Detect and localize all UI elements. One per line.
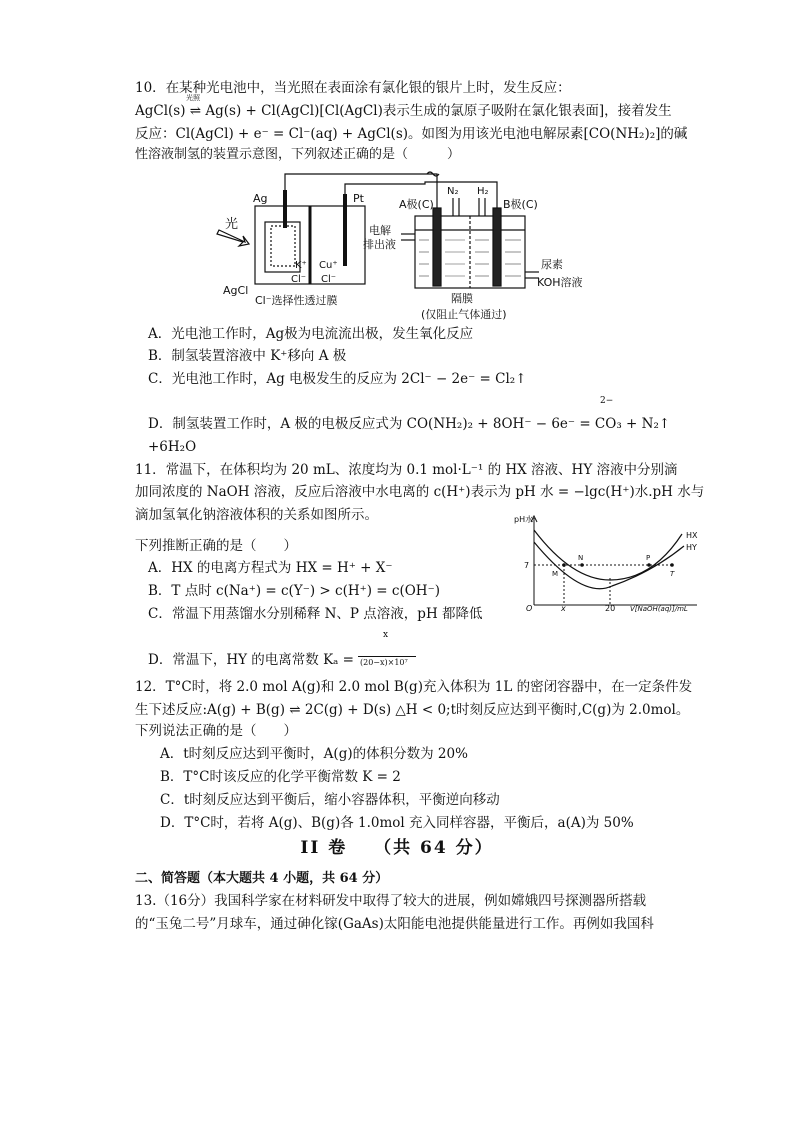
label-cl-right: Cl⁻ xyxy=(321,274,337,285)
q10-line4: 性溶液制氢的装置示意图，下列叙述正确的是（ ） xyxy=(135,147,461,162)
label-h2: H₂ xyxy=(477,186,489,197)
graph-xlabel: V[NaOH(aq)]/mL xyxy=(630,605,688,613)
q10-line1: 10．在某种光电池中，当光照在表面涂有氯化银的银片上时，发生反应： xyxy=(135,80,571,96)
point-n: N xyxy=(578,554,584,562)
label-separator: 隔膜 xyxy=(451,292,473,305)
q10-option-b: B．制氢装置溶液中 K⁺移向 A 极 xyxy=(148,348,347,364)
q12-option-a: A．t时刻反应达到平衡时，A(g)的体积分数为 20% xyxy=(160,746,468,762)
label-cuplus: Cu⁺ xyxy=(319,260,338,271)
label-kplus: K⁺ xyxy=(295,260,307,271)
label-ag: Ag xyxy=(253,192,268,205)
q10-option-d-superscript: 2− xyxy=(600,396,614,406)
q10-line2: AgCl(s) ⇌ Ag(s) + Cl(AgCl)[Cl(AgCl)表示生成的氯原子吸附在氯化银表面]，接着发生 xyxy=(135,103,672,119)
point-p: P xyxy=(646,554,651,562)
label-agcl: AgCl xyxy=(223,284,249,297)
point-t: T xyxy=(670,570,675,578)
q11-line3: 滴加氢氧化钠溶液体积的关系如图所示。 xyxy=(135,507,378,523)
series-hy: HY xyxy=(686,543,697,552)
q11-line2: 加同浓度的 NaOH 溶液，反应后溶液中水电离的 c(H⁺)表示为 pH 水 = −lgc(H⁺)水.pH 水与 xyxy=(135,484,705,500)
label-membrane: Cl⁻选择性透过膜 xyxy=(255,294,338,307)
q11-option-c: C．常温下用蒸馏水分别稀释 N、P 点溶液，pH 都降低 xyxy=(148,606,483,622)
photocell-electrolysis-diagram xyxy=(215,168,595,324)
graph-y-tick-7: 7 xyxy=(524,561,530,570)
q12-line2: 生下述反应:A(g) + B(g) ⇌ 2C(g) + D(s) △H < 0;t时刻反应达到平衡时,C(g)为 2.0mol。 xyxy=(135,702,690,718)
q10-option-d-cont: +6H₂O xyxy=(148,439,197,455)
label-light: 光 xyxy=(225,217,239,232)
label-cl-left: Cl⁻ xyxy=(291,274,307,285)
ph-water-curve-graph xyxy=(512,510,702,615)
part-two-title: II 卷 （共 64 分） xyxy=(300,838,494,858)
label-outflow-1: 电解 xyxy=(369,224,391,237)
fraction-bar xyxy=(358,656,416,657)
label-urea: 尿素 xyxy=(541,258,563,271)
q11-option-b: B．T 点时 c(Na⁺) = c(Y⁻) > c(H⁺) = c(OH⁻) xyxy=(148,583,440,599)
label-pt: Pt xyxy=(353,192,364,205)
q11-option-a: A．HX 的电离方程式为 HX = H⁺ + X⁻ xyxy=(148,560,393,576)
q13-line1: 13.（16分）我国科学家在材料研发中取得了较大的进展，例如嫦娥四号探测器所搭载 xyxy=(135,893,647,909)
q10-option-a: A．光电池工作时，Ag极为电流流出极，发生氧化反应 xyxy=(148,326,474,342)
q12-line1: 12．T°C时，将 2.0 mol A(g)和 2.0 mol B(g)充入体积为 1L 的密闭容器中，在一定条件发 xyxy=(135,679,693,695)
label-electrode-b: B极(C) xyxy=(503,198,538,211)
q11-option-d: D．常温下，HY 的电离常数 Kₐ = xyxy=(148,652,354,668)
q10-option-c: C．光电池工作时，Ag 电极发生的反应为 2Cl⁻ − 2e⁻ = Cl₂↑ xyxy=(148,371,527,387)
point-m: M xyxy=(552,570,559,578)
graph-origin: O xyxy=(526,604,533,613)
series-hx: HX xyxy=(686,531,698,540)
q11-option-d-numerator: x xyxy=(383,630,389,640)
q12-option-b: B．T°C时该反应的化学平衡常数 K = 2 xyxy=(160,769,401,785)
label-koh: KOH溶液 xyxy=(537,276,583,289)
label-separator-note: (仅阻止气体通过) xyxy=(421,308,507,321)
q10-option-d: D．制氢装置工作时，A 极的电极反应式为 CO(NH₂)₂ + 8OH⁻ − 6e⁻ = CO₃ + N₂↑ xyxy=(148,416,671,432)
graph-ylabel: pH水 xyxy=(514,515,534,524)
q11-line4: 下列推断正确的是（ ） xyxy=(135,538,297,554)
graph-x-tick-20: 20 xyxy=(605,604,616,613)
q12-line3: 下列说法正确的是（ ） xyxy=(135,723,297,739)
graph-x-tick-x: x xyxy=(561,604,566,613)
q10-arrow-condition: 光照 xyxy=(186,94,200,102)
section-two-title: 二、简答题（本大题共 4 小题，共 64 分） xyxy=(135,871,389,886)
label-electrode-a: A极(C) xyxy=(399,198,434,211)
q10-line3: 反应：Cl(AgCl) + e⁻ = Cl⁻(aq) + AgCl(s)。如图为用该光电池电解尿素[CO(NH₂)₂]的碱 xyxy=(135,126,688,142)
q12-option-c: C．t时刻反应达到平衡后，缩小容器体积，平衡逆向移动 xyxy=(160,792,500,808)
label-outflow-2: 排出液 xyxy=(363,238,396,251)
q13-line2: 的“玉兔二号”月球车，通过砷化镓(GaAs)太阳能电池提供能量进行工作。再例如我国科 xyxy=(135,916,654,932)
q11-option-d-denominator: (20−x)×10⁷ xyxy=(360,658,408,667)
label-n2: N₂ xyxy=(447,186,459,197)
q11-line1: 11．常温下，在体积均为 20 mL、浓度均为 0.1 mol·L⁻¹ 的 HX 溶液、HY 溶液中分别滴 xyxy=(135,462,678,478)
q12-option-d: D．T°C时，若将 A(g)、B(g)各 1.0mol 充入同样容器，平衡后，a(A)为 50% xyxy=(160,815,634,831)
